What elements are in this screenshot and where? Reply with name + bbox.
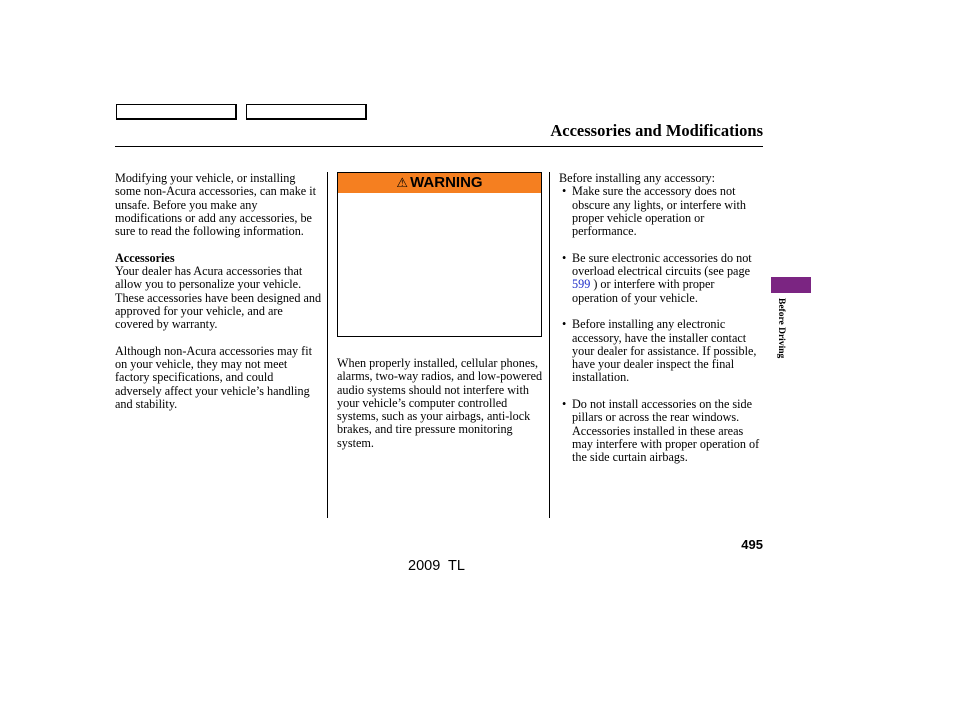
list-item: • Make sure the accessory does not obscure any lights, or interfere with proper vehicle operation or performance.	[559, 185, 761, 238]
list-item: • Before installing any electronic accessory, have the installer contact your dealer for assistance. If possible, have your dealer inspect the final installation.	[559, 318, 761, 384]
nav-button-previous[interactable]	[116, 104, 237, 120]
column-middle	[337, 172, 543, 463]
column-left	[115, 172, 322, 425]
section-tab	[771, 277, 811, 293]
model-label: 2009 TL	[408, 558, 465, 574]
warning-label: WARNING	[410, 174, 483, 192]
list-item: • Do not install accessories on the side pillars or across the rear windows. Accessories installed in these areas may interfere with proper operation of the side curtain airbags.	[559, 398, 761, 464]
paragraph: Your dealer has Acura accessories that allow you to personalize your vehicle. These accessories have been designed and approved for your vehicle, and are covered by warranty.	[115, 264, 322, 332]
intro-line: Before installing any accessory:	[559, 171, 716, 185]
page-title: Accessories and Modifications	[550, 121, 763, 140]
paragraph: When properly installed, cellular phones, alarms, two-way radios, and low-powered audio systems should not interfere with your vehicle’s computer controlled systems, such as your airbags, anti-lock brakes, and tire pressure monitoring system.	[337, 356, 543, 450]
page-link[interactable]: 599	[572, 277, 591, 292]
list-item-text: ) or interfere with proper operation of your vehicle.	[572, 277, 715, 305]
paragraph: Although non-Acura accessories may fit on your vehicle, they may not meet factory specifications, and could adversely affect your vehicle’s handling and stability.	[115, 343, 312, 412]
list-item-text: Be sure electronic accessories do not overload electrical circuits (see page	[572, 250, 752, 279]
warning-box	[337, 172, 542, 337]
page-number: 495	[741, 537, 763, 552]
section-label: Before Driving	[776, 298, 786, 359]
bullet-list	[559, 185, 761, 464]
intro-paragraph: Modifying your vehicle, or installing some non-Acura accessories, can make it unsafe. Before you make any modifications or add any accessories, be sure to read the following information.	[115, 171, 317, 239]
title-rule	[115, 146, 763, 147]
list-item	[559, 252, 761, 305]
column-divider	[549, 172, 550, 518]
column-right	[559, 172, 761, 478]
warning-triangle-icon: ⚠	[396, 175, 409, 191]
section-heading: Accessories	[115, 250, 175, 265]
nav-button-next[interactable]	[246, 104, 367, 120]
column-divider	[327, 172, 328, 518]
warning-banner	[338, 173, 541, 193]
